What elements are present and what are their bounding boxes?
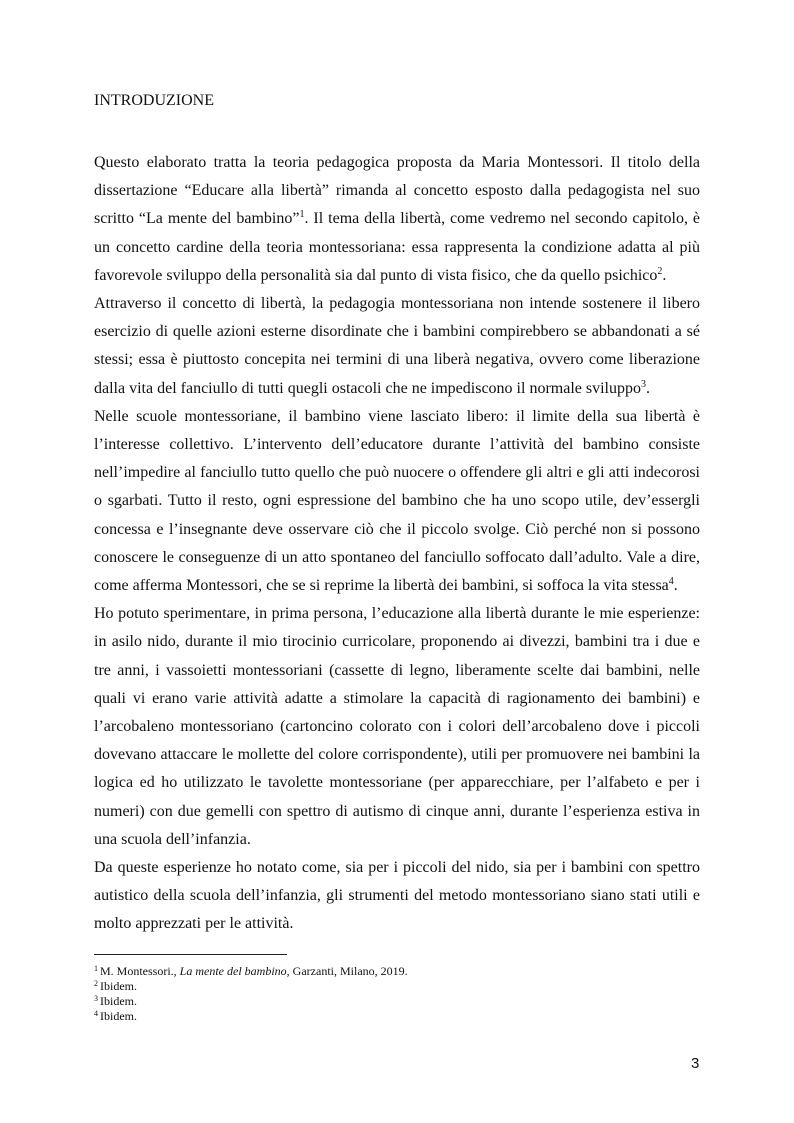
footnote-book-title: La mente del bambino xyxy=(179,964,287,978)
paragraph-text: Nelle scuole montessoriane, il bambino viene lasciato libero: il limite della sua libertà è l’interesse collettivo. L’intervento dell’educatore durante l’attività del bambino consiste nell’impedire al fanciullo tutto quello che può nuocere o offendere gli altri e gli atti indecorosi o sgarbati. Tutto il resto, ogni espressione del bambino che ha uno scopo utile, dev’essergli concessa e l’insegnante deve osservare ciò che il piccolo svolge. Ciò perché non si possono conoscere le conseguenze di un atto spontaneo del fanciullo soffocato dall’adulto. Vale a dire, come afferma Montessori, che se si reprime la libertà dei bambini, si soffoca la vita stessa xyxy=(94,407,700,595)
footnote-separator xyxy=(94,954,287,955)
footnote-number: 1 xyxy=(94,964,98,973)
footnote-text: Ibidem. xyxy=(100,1009,137,1023)
footnote-1 xyxy=(94,964,408,979)
footnote-ref-2[interactable]: 2 xyxy=(657,265,663,277)
paragraph-text: . Il tema della libertà, come vedremo nel secondo capitolo, è un concetto cardine della teoria montessoriana: essa rappresenta la condizione adatta al più favorevole sviluppo della personalità sia dal punto di vista fisico, che da quello psichico xyxy=(94,210,700,284)
footnote-text: , Garzanti, Milano, 2019. xyxy=(286,964,408,978)
paragraph-text: Da queste esperienze ho notato come, sia per i piccoli del nido, sia per i bambini con spettro autistico della scuola dell’infanzia, gli strumenti del metodo montessoriano siano stati utili e molto apprezzati per le attività. xyxy=(94,859,700,933)
paragraph-text: Attraverso il concetto di libertà, la pedagogia montessoriana non intende sostenere il libero esercizio di quelle azioni esterne disordinate che i bambini compirebbero se abbandonati a sé stessi; essa è piuttosto concepita nei termini di una liberà negativa, ovvero come liberazione dalla vita del fanciullo di tutti quegli ostacoli che ne impediscono il normale sviluppo xyxy=(94,295,700,397)
footnotes xyxy=(94,964,408,1024)
paragraph-4 xyxy=(94,600,700,854)
paragraph-text: . xyxy=(645,379,650,397)
footnote-ref-1[interactable]: 1 xyxy=(299,209,305,221)
footnote-text: Ibidem. xyxy=(100,979,137,993)
paragraph-3 xyxy=(94,403,700,600)
footnote-4 xyxy=(94,1009,408,1024)
body-text xyxy=(94,149,700,939)
footnote-text: Ibidem. xyxy=(100,994,137,1008)
section-heading: INTRODUZIONE xyxy=(94,92,214,109)
footnote-text: M. Montessori., xyxy=(100,964,180,978)
paragraph-1 xyxy=(94,149,700,290)
footnote-ref-3[interactable]: 3 xyxy=(640,378,646,390)
page-number: 3 xyxy=(691,1055,700,1072)
paragraph-text: Ho potuto sperimentare, in prima persona, l’educazione alla libertà durante le mie esperienze: in asilo nido, durante il mio tirocinio curricolare, proponendo ai divezzi, bambini tra i due e tre anni, i vassoietti montessoriani (cassette di legno, liberamente scelte dai bambini, nelle quali vi erano varie attività adatte a stimolare la capacità di ragionamento dei bambini) e l’arcobaleno montessoriano (cartoncino colorato con i colori dell’arcobaleno dove i piccoli dovevano attaccare le mollette del colore corrispondente), utili per promuovere nei bambini la logica ed ho utilizzato le tavolette montessoriane (per apparecchiare, per l’alfabeto e per i numeri) con due gemelli con spettro di autismo di cinque anni, durante l’esperienza estiva in una scuola dell’infanzia. xyxy=(94,605,700,848)
footnote-number: 3 xyxy=(94,994,98,1003)
footnote-3 xyxy=(94,994,408,1009)
paragraph-5 xyxy=(94,854,700,939)
paragraph-text: . xyxy=(662,266,667,284)
footnote-ref-4[interactable]: 4 xyxy=(668,576,674,588)
footnote-number: 2 xyxy=(94,979,98,988)
footnote-2 xyxy=(94,979,408,994)
paragraph-text: . xyxy=(673,577,678,595)
paragraph-text: Questo elaborato tratta la teoria pedagogica proposta da Maria Montessori. Il titolo della dissertazione “Educare alla libertà” rimanda al concetto esposto dalla pedagogista nel suo scritto “La mente del bambino” xyxy=(94,154,700,228)
footnote-number: 4 xyxy=(94,1009,98,1018)
paragraph-2 xyxy=(94,290,700,403)
